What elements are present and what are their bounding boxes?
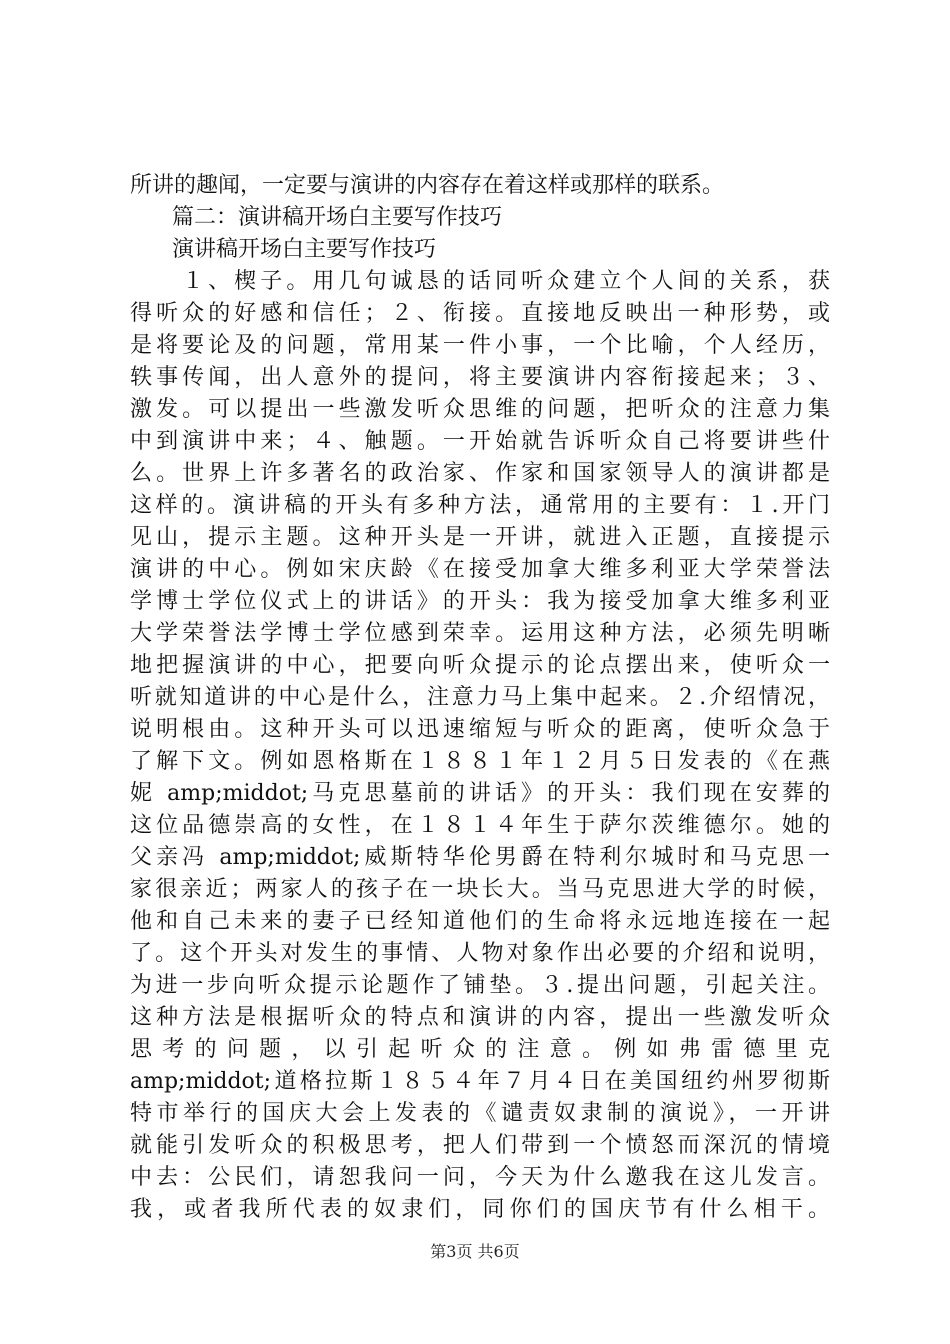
text-line: 我，或者我所代表的奴隶们，同你们的国庆节有什么相干。: [130, 1197, 830, 1222]
document-body: [130, 170, 830, 1226]
text-line: 了解下文。例如恩格斯在１８８１年１２月５日发表的《在燕: [130, 749, 830, 774]
text-line: 这位品德崇高的女性，在１８１４年生于萨尔茨维德尔。她的: [130, 813, 830, 838]
text-line: 就能引发听众的积极思考，把人们带到一个愤怒而深沉的情境: [130, 1133, 830, 1158]
text-line: 他和自己未来的妻子已经知道他们的生命将永远地连接在一起: [130, 909, 830, 934]
text-line: 说明根由。这种开头可以迅速缩短与听众的距离，使听众急于: [130, 717, 830, 742]
text-line: 是将要论及的问题，常用某一件小事，一个比喻，个人经历，: [130, 333, 830, 358]
text-line: 妮 amp;middot;马克思墓前的讲话》的开头：我们现在安葬的: [130, 781, 830, 806]
text-line: 学博士学位仪式上的讲话》的开头：我为接受加拿大维多利亚: [130, 589, 830, 614]
article-title: 演讲稿开场白主要写作技巧: [172, 237, 437, 262]
text-line: 激发。可以提出一些激发听众思维的问题，把听众的注意力集: [130, 397, 830, 422]
text-line: 思考的问题，以引起听众的注意。例如弗雷德里克: [130, 1037, 830, 1062]
text-line: 地把握演讲的中心，把要向听众提示的论点摆出来，使听众一: [130, 653, 830, 678]
page-number-footer: 第3页 共6页: [430, 1242, 520, 1261]
section-heading: 篇二：演讲稿开场白主要写作技巧: [172, 205, 503, 230]
text-line: 轶事传闻，出人意外的提问，将主要演讲内容衔接起来；３、: [130, 365, 830, 390]
text-line: 所讲的趣闻，一定要与演讲的内容存在着这样或那样的联系。: [130, 173, 725, 198]
text-line: amp;middot;道格拉斯１８５４年７月４日在美国纽约州罗彻斯: [130, 1069, 830, 1094]
text-line: 特市举行的国庆大会上发表的《谴责奴隶制的演说》，一开讲: [130, 1101, 830, 1126]
text-line: １、楔子。用几句诚恳的话同听众建立个人间的关系，获: [182, 269, 830, 294]
text-line: 演讲的中心。例如宋庆龄《在接受加拿大维多利亚大学荣誉法: [130, 557, 830, 582]
text-line: 听就知道讲的中心是什么，注意力马上集中起来。２.介绍情况，: [130, 685, 830, 710]
text-line: 为进一步向听众提示论题作了铺垫。３.提出问题，引起关注。: [130, 973, 830, 998]
text-line: 见山，提示主题。这种开头是一开讲，就进入正题，直接提示: [130, 525, 830, 550]
text-line: 这样的。演讲稿的开头有多种方法，通常用的主要有：１.开门: [130, 493, 830, 518]
text-line: 家很亲近；两家人的孩子在一块长大。当马克思进大学的时候，: [130, 877, 830, 902]
text-line: 大学荣誉法学博士学位感到荣幸。运用这种方法，必须先明晰: [130, 621, 830, 646]
text-line: 这种方法是根据听众的特点和演讲的内容，提出一些激发听众: [130, 1005, 830, 1030]
text-line: 了。这个开头对发生的事情、人物对象作出必要的介绍和说明，: [130, 941, 830, 966]
text-line: 父亲冯 amp;middot;威斯特华伦男爵在特利尔城时和马克思一: [130, 845, 830, 870]
text-line: 中去：公民们，请恕我问一问，今天为什么邀我在这儿发言。: [130, 1165, 830, 1190]
text-line: 得听众的好感和信任；２、衔接。直接地反映出一种形势，或: [130, 301, 830, 326]
text-line: 么。世界上许多著名的政治家、作家和国家领导人的演讲都是: [130, 461, 830, 486]
text-line: 中到演讲中来；４、触题。一开始就告诉听众自己将要讲些什: [130, 429, 830, 454]
